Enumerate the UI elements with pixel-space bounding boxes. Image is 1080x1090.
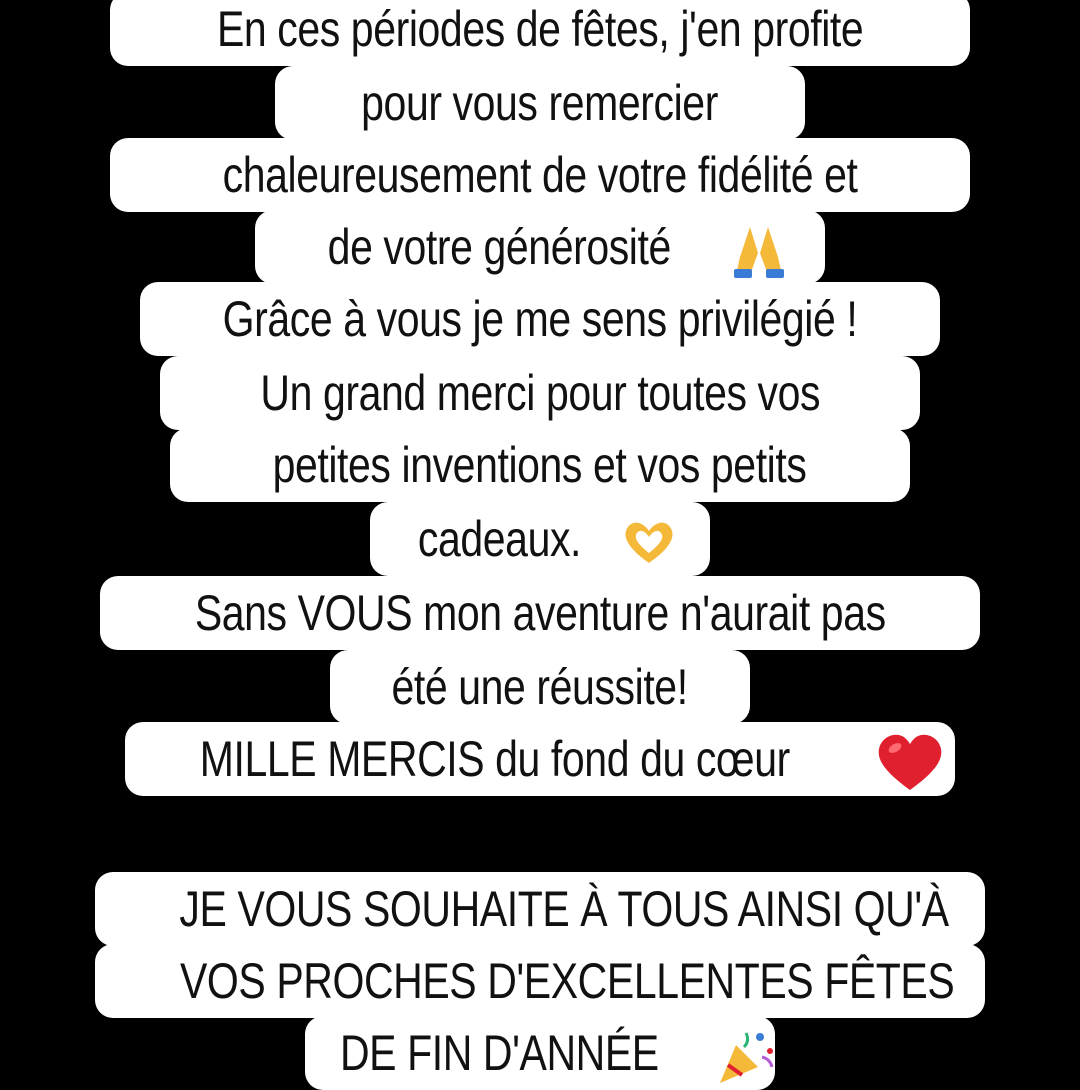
- heart-hands-icon: [618, 517, 680, 569]
- text-line: été une réussite!: [330, 650, 750, 724]
- red-heart-icon: [875, 732, 945, 794]
- text-line: de votre générosité: [255, 210, 825, 284]
- text-line: Un grand merci pour toutes vos: [160, 356, 920, 430]
- text-line: petites inventions et vos petits: [170, 428, 910, 502]
- text-line: pour vous remercier: [275, 66, 805, 140]
- text-line: cadeaux.: [370, 502, 710, 576]
- text-line: chaleureusement de votre fidélité et: [110, 138, 970, 212]
- folded-hands-icon: [728, 223, 790, 279]
- text-line: Sans VOUS mon aventure n'aurait pas: [100, 576, 980, 650]
- text-line: Grâce à vous je me sens privilégié !: [140, 282, 940, 356]
- text-line: En ces périodes de fêtes, j'en profite: [110, 0, 970, 66]
- text-line: JE VOUS SOUHAITE À TOUS AINSI QU'À: [95, 872, 985, 946]
- text-line: DE FIN D'ANNÉE: [305, 1016, 775, 1090]
- text-line: VOS PROCHES D'EXCELLENTES FÊTES: [95, 944, 985, 1018]
- text-line: MILLE MERCIS du fond du cœur: [125, 722, 955, 796]
- party-popper-icon: [714, 1027, 778, 1087]
